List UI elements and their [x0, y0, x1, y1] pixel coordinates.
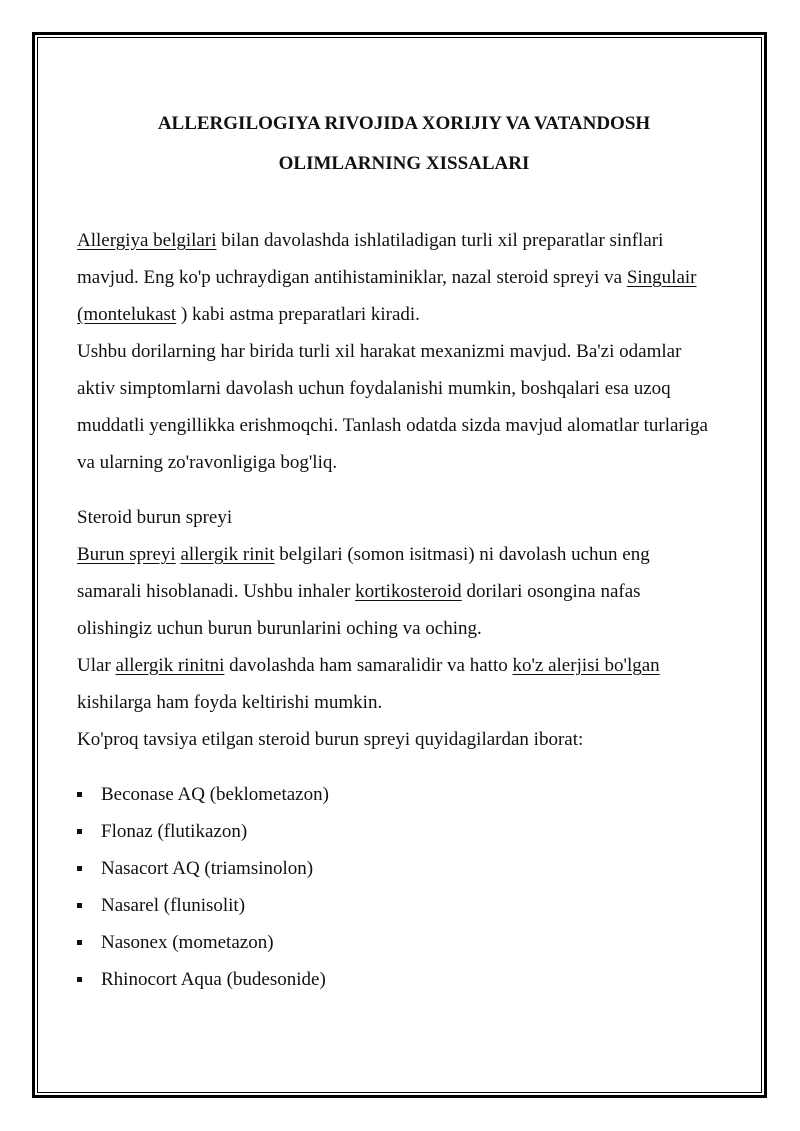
list-item-label: Beconase AQ (beklometazon) — [101, 784, 329, 805]
list-item — [77, 887, 717, 924]
list-item — [77, 850, 717, 887]
document-title — [77, 104, 717, 184]
section-paragraph — [77, 536, 717, 758]
list-item-label: Rhinocort Aqua (budesonide) — [101, 969, 326, 990]
link-kortikosteroid[interactable]: kortikosteroid — [355, 581, 462, 602]
document-body — [77, 104, 717, 998]
bullet-square-icon — [77, 792, 82, 797]
title-line-1: ALLERGILOGIYA RIVOJIDA XORIJIY VA VATANDOSH — [157, 113, 651, 134]
bullet-square-icon — [77, 866, 82, 871]
list-item — [77, 776, 717, 813]
bullet-square-icon — [77, 903, 82, 908]
link-singulair[interactable]: Singulair (montelukast — [77, 267, 697, 325]
section-text-2: belgilari (somon isitmasi) ni davolash uchun eng samarali hisoblanadi. Ushbu inhaler — [77, 544, 650, 602]
bullet-square-icon — [77, 977, 82, 982]
list-item-label: Nasonex (mometazon) — [101, 932, 274, 953]
list-item-label: Flonaz (flutikazon) — [101, 821, 248, 842]
section-text-7: Ko'proq tavsiya etilgan steroid burun spreyi quyidagilardan iborat: — [77, 729, 584, 750]
bullet-square-icon — [77, 829, 82, 834]
section-text-3: dorilari osongina nafas olishingiz uchun burun burunlarini oching va oching. — [77, 581, 641, 639]
link-burun-spreyi[interactable]: Burun spreyi — [77, 544, 176, 565]
list-item-label: Nasacort AQ (triamsinolon) — [101, 858, 314, 879]
list-item — [77, 961, 717, 998]
list-item — [77, 813, 717, 850]
list-item — [77, 924, 717, 961]
section-text-6: kishilarga ham foyda keltirishi mumkin. — [77, 692, 383, 713]
link-allergik-rinitni[interactable]: allergik rinitni — [115, 655, 225, 676]
section-text-5: davolashda ham samaralidir va hatto — [224, 655, 513, 676]
link-allergiya-belgilari[interactable]: Allergiya belgilari — [77, 230, 217, 251]
list-item-label: Nasarel (flunisolit) — [101, 895, 246, 916]
title-line-2: OLIMLARNING XISSALARI — [278, 153, 530, 174]
link-allergik-rinit[interactable]: allergik rinit — [180, 544, 275, 565]
section-text-4: Ular — [77, 655, 116, 676]
link-koz-alerjisi[interactable]: ko'z alerjisi bo'lgan — [512, 655, 660, 676]
section-heading: Steroid burun spreyi — [77, 507, 233, 528]
intro-text-2: ) kabi astma preparatlari kiradi. — [176, 304, 420, 325]
intro-text-3: Ushbu dorilarning har birida turli xil harakat mexanizmi mavjud. Ba'zi odamlar aktiv simptomlarni davolash uchun foydalanishi mumkin, boshqalari esa uzoq muddatli yengillikka erishmoqchi. Tanlash odatda sizda mavjud alomatlar turlariga va ularning zo'ravonligiga bog'liq. — [77, 341, 708, 473]
intro-paragraph — [77, 222, 717, 481]
drug-list — [77, 776, 717, 998]
bullet-square-icon — [77, 940, 82, 945]
intro-text-1: bilan davolashda ishlatiladigan turli xil preparatlar sinflari mavjud. Eng ko'p uchraydigan antihistaminiklar, nazal steroid spreyi va — [77, 230, 664, 288]
